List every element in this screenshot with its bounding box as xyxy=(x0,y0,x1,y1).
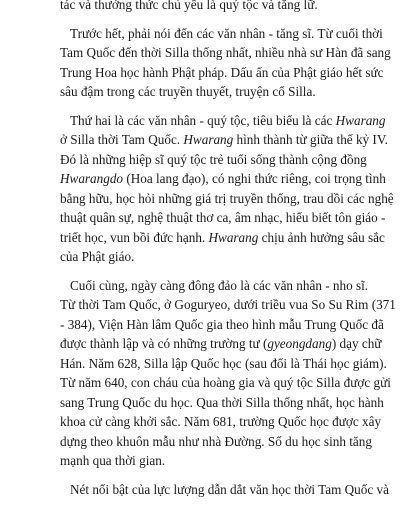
text-line xyxy=(60,373,391,393)
italic-term: Hwarangdo xyxy=(60,171,124,186)
text-line xyxy=(60,228,385,248)
text-run: của Phật giáo. xyxy=(60,249,135,264)
text-run: mạnh qua thời gian. xyxy=(60,453,166,468)
text-run: Từ thời Tam Quốc, ở Goguryeo, dưới triều vua So Su Rim (371 xyxy=(60,297,396,312)
text-run: triết học, vun bồi đức hạnh. xyxy=(60,229,209,245)
text-run: khoa cử càng khởi sắc. Năm 681, trường Quốc học được xây xyxy=(60,414,382,429)
text-line xyxy=(60,295,396,315)
text-run: Đó là những hiệp sĩ quý tộc trẻ tuổi sống thành cộng đồng xyxy=(60,151,367,167)
text-run: Hán. Năm 628, Silla lập Quốc học (sau đổi là Thái học giám). xyxy=(60,355,387,371)
text-line xyxy=(60,150,367,170)
text-line xyxy=(60,247,346,267)
text-run: Trung Hoa học hành Phật pháp. Dấu ấn của Phật giáo hết sức xyxy=(60,64,384,80)
text-run: ) dạy chữ xyxy=(331,336,382,351)
text-run: sâu đậm trong các truyền thuyết, truyện cổ Silla. xyxy=(60,84,316,99)
paragraph-continuation xyxy=(60,0,346,15)
paragraph xyxy=(60,276,396,471)
text-line xyxy=(60,43,391,63)
text-line xyxy=(60,189,394,209)
text-line xyxy=(60,63,384,83)
text-line xyxy=(60,24,383,44)
paragraph xyxy=(60,111,394,267)
text-run: Tam Quốc đến thời Silla thống nhất, nhiều nhà sư Hàn đã sang xyxy=(60,45,391,60)
body-text xyxy=(60,0,396,508)
text-line xyxy=(60,432,372,452)
text-run: ở Silla thời Tam Quốc. xyxy=(60,132,184,147)
text-line xyxy=(60,0,346,15)
text-line xyxy=(60,354,387,374)
text-run: bằng hữu, học hỏi những giá trị truyền thống, trau dồi các nghệ xyxy=(60,190,394,206)
text-line xyxy=(60,276,369,296)
text-run: Trước hết, phải nói đến các văn nhân - tăng sĩ. Từ cuối thời xyxy=(70,25,383,41)
text-run: Cuối cùng, ngày càng đông đảo là các văn nhân - nho sĩ. xyxy=(70,277,369,293)
text-line xyxy=(60,111,386,131)
text-line xyxy=(60,130,388,150)
text-line xyxy=(60,393,384,413)
text-line xyxy=(60,451,346,471)
text-line xyxy=(60,82,346,102)
italic-term: Hwarang xyxy=(208,229,259,245)
text-line xyxy=(60,480,389,500)
text-run: dựng theo khuôn mẫu như nhà Đường. Số du học sinh tăng xyxy=(60,433,372,449)
text-run: tác và thưởng thức chủ yếu là quý tộc và tăng lữ. xyxy=(60,0,318,12)
text-line xyxy=(60,169,386,189)
text-run: Nét nổi bật của lực lượng dẫn dắt văn học thời Tam Quốc và xyxy=(70,481,389,497)
text-line xyxy=(60,412,382,432)
text-run: Từ năm 640, con cháu của hoàng gia và quý tộc Silla được gửi xyxy=(60,375,391,390)
text-line xyxy=(60,334,382,354)
text-run: - 384), Viện Hàn lâm Quốc gia theo hình mẫu Trung Quốc đã xyxy=(60,316,384,332)
paragraph xyxy=(60,24,391,102)
italic-term: Hwarang xyxy=(183,132,234,147)
text-run: chịu ảnh hưởng sâu sắc xyxy=(258,229,385,245)
text-run: hình thành từ giữa thế kỷ IV. xyxy=(233,132,388,147)
paragraph xyxy=(60,480,389,500)
italic-term: gyeongdang xyxy=(267,336,332,351)
text-run: Thứ hai là các văn nhân - quý tộc, tiêu biểu là các xyxy=(70,112,336,128)
text-line xyxy=(60,208,386,228)
text-run: thuật quân sự, nghệ thuật thơ ca, âm nhạc, hiểu biết tôn giáo - xyxy=(60,210,386,225)
text-run: (Hoa lang đạo), có nghi thức riêng, coi trọng tình xyxy=(123,171,386,186)
text-line xyxy=(60,315,384,335)
text-run: sang Trung Quốc du học. Qua thời Silla thống nhất, học hành xyxy=(60,394,384,410)
italic-term: Hwarang xyxy=(335,112,386,128)
text-run: được thành lập và có những trường tư ( xyxy=(60,336,268,351)
